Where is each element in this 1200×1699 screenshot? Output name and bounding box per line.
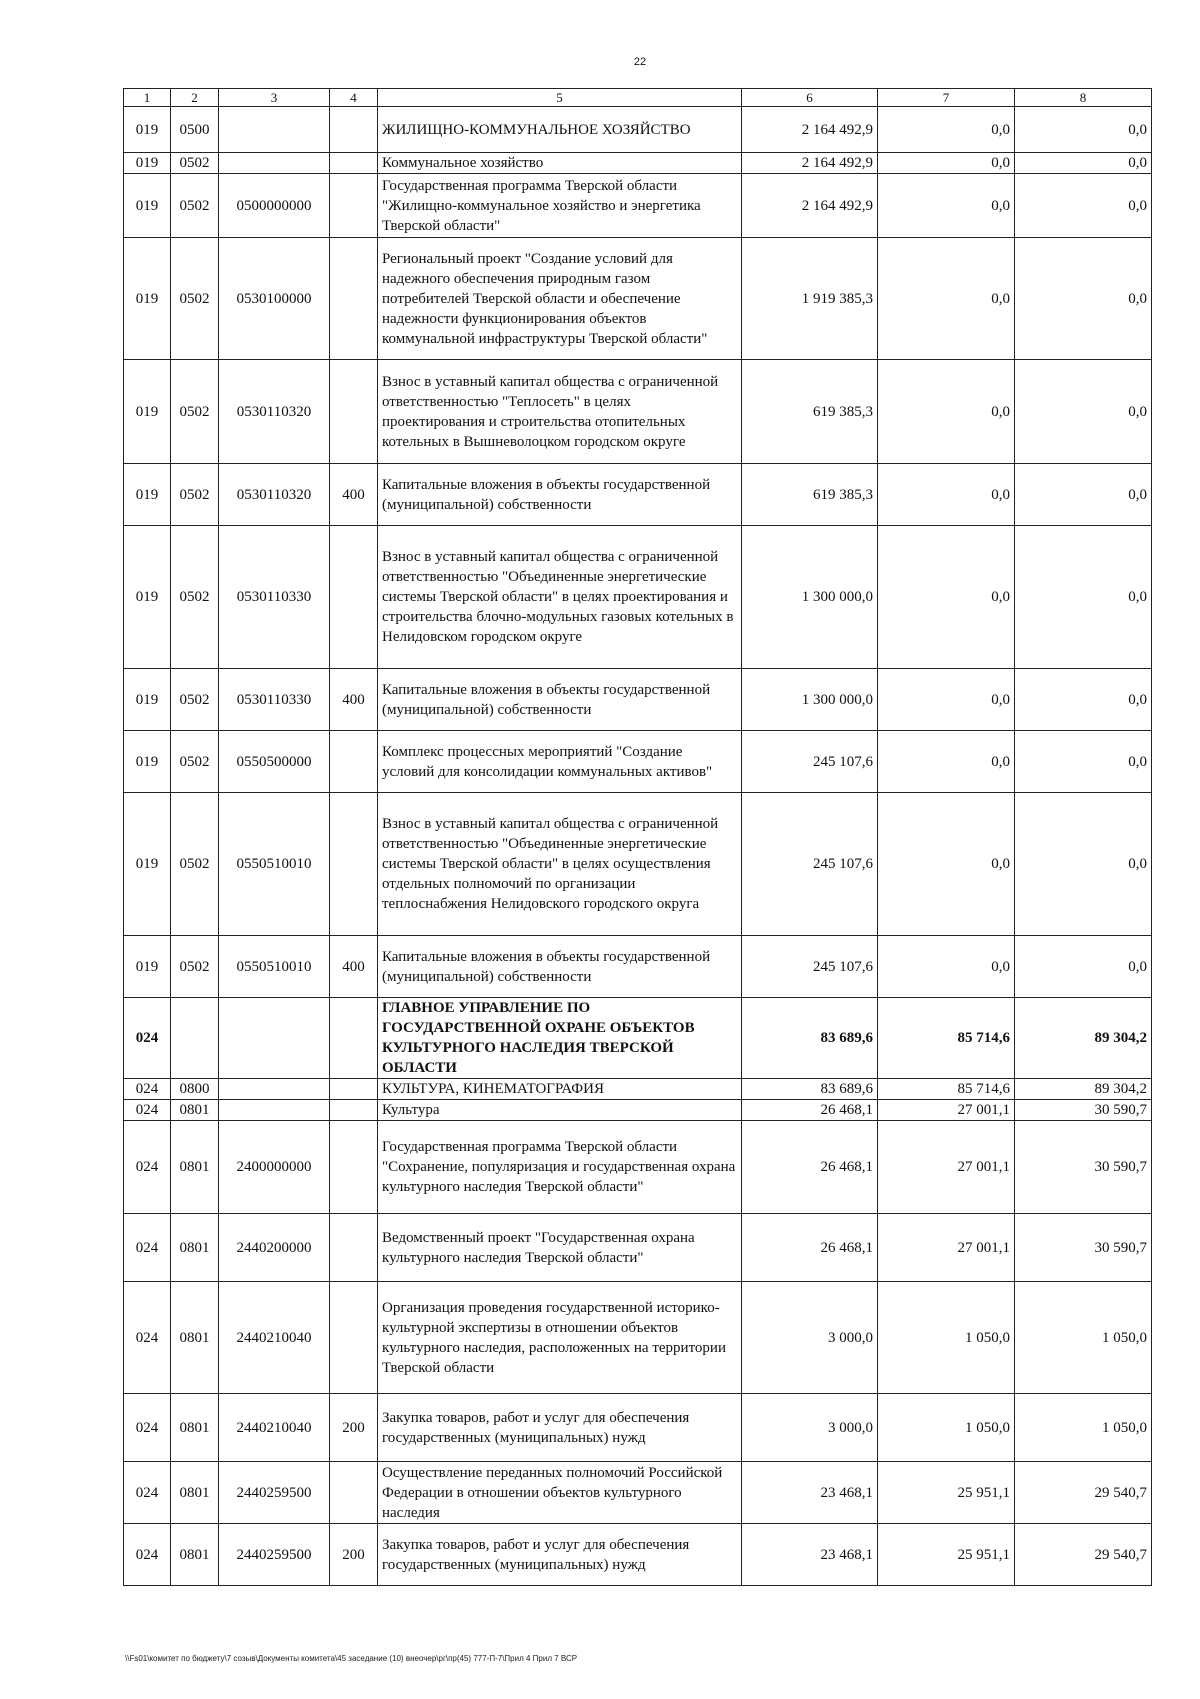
- section-code-cell: 0801: [171, 1214, 219, 1282]
- amount-col7-cell: 0,0: [878, 107, 1015, 153]
- item-name-cell: Ведомственный проект "Государственная охрана культурного наследия Тверской области": [378, 1214, 742, 1282]
- section-code-cell: [171, 998, 219, 1079]
- gl-admin-code-cell: 019: [124, 153, 171, 174]
- amount-col7-cell: 0,0: [878, 238, 1015, 360]
- gl-admin-code-cell: 019: [124, 107, 171, 153]
- target-article-cell: 0500000000: [219, 174, 330, 238]
- expense-type-cell: 400: [330, 936, 378, 998]
- amount-col7-cell: 27 001,1: [878, 1121, 1015, 1214]
- expense-type-cell: [330, 174, 378, 238]
- gl-admin-code-cell: 019: [124, 793, 171, 936]
- expense-type-cell: [330, 998, 378, 1079]
- col-header-6: 6: [742, 89, 878, 107]
- item-name-cell: Закупка товаров, работ и услуг для обеспечения государственных (муниципальных) нужд: [378, 1524, 742, 1586]
- table-row: [124, 731, 1152, 793]
- target-article-cell: 2440259500: [219, 1462, 330, 1524]
- amount-col7-cell: 0,0: [878, 174, 1015, 238]
- amount-col6-cell: 26 468,1: [742, 1100, 878, 1121]
- amount-col6-cell: 83 689,6: [742, 998, 878, 1079]
- amount-col8-cell: 0,0: [1015, 793, 1152, 936]
- section-code-cell: 0801: [171, 1394, 219, 1462]
- gl-admin-code-cell: 024: [124, 1524, 171, 1586]
- target-article-cell: 2440259500: [219, 1524, 330, 1586]
- col-header-3: 3: [219, 89, 330, 107]
- item-name-cell: ГЛАВНОЕ УПРАВЛЕНИЕ ПО ГОСУДАРСТВЕННОЙ ОХРАНЕ ОБЪЕКТОВ КУЛЬТУРНОГО НАСЛЕДИЯ ТВЕРСКОЙ ОБЛАСТИ: [378, 998, 742, 1079]
- amount-col8-cell: 0,0: [1015, 731, 1152, 793]
- col-header-8: 8: [1015, 89, 1152, 107]
- target-article-cell: 0530100000: [219, 238, 330, 360]
- section-code-cell: 0502: [171, 793, 219, 936]
- target-article-cell: 2440210040: [219, 1394, 330, 1462]
- table-row: [124, 107, 1152, 153]
- expense-type-cell: 400: [330, 464, 378, 526]
- table-row: [124, 1121, 1152, 1214]
- item-name-cell: Закупка товаров, работ и услуг для обеспечения государственных (муниципальных) нужд: [378, 1394, 742, 1462]
- amount-col8-cell: 89 304,2: [1015, 998, 1152, 1079]
- table-row: [124, 1214, 1152, 1282]
- amount-col8-cell: 30 590,7: [1015, 1214, 1152, 1282]
- amount-col8-cell: 0,0: [1015, 153, 1152, 174]
- item-name-cell: Капитальные вложения в объекты государственной (муниципальной) собственности: [378, 936, 742, 998]
- gl-admin-code-cell: 024: [124, 998, 171, 1079]
- amount-col7-cell: 0,0: [878, 669, 1015, 731]
- target-article-cell: 2400000000: [219, 1121, 330, 1214]
- item-name-cell: Коммунальное хозяйство: [378, 153, 742, 174]
- section-code-cell: 0801: [171, 1121, 219, 1214]
- amount-col6-cell: 26 468,1: [742, 1214, 878, 1282]
- amount-col8-cell: 1 050,0: [1015, 1394, 1152, 1462]
- amount-col8-cell: 0,0: [1015, 526, 1152, 669]
- table-row: [124, 669, 1152, 731]
- item-name-cell: Взнос в уставный капитал общества с ограниченной ответственностью "Теплосеть" в целях проектирования и строительства отопительных котельных в Вышневолоцком городском округе: [378, 360, 742, 464]
- item-name-cell: ЖИЛИЩНО-КОММУНАЛЬНОЕ ХОЗЯЙСТВО: [378, 107, 742, 153]
- section-code-cell: 0502: [171, 360, 219, 464]
- expense-type-cell: [330, 1462, 378, 1524]
- section-code-cell: 0502: [171, 526, 219, 669]
- section-code-cell: 0502: [171, 936, 219, 998]
- target-article-cell: 0530110330: [219, 669, 330, 731]
- amount-col6-cell: 245 107,6: [742, 793, 878, 936]
- amount-col6-cell: 245 107,6: [742, 936, 878, 998]
- target-article-cell: [219, 1079, 330, 1100]
- item-name-cell: Организация проведения государственной историко-культурной экспертизы в отношении объектов культурного наследия, расположенных на территории Тверской области: [378, 1282, 742, 1394]
- item-name-cell: КУЛЬТУРА, КИНЕМАТОГРАФИЯ: [378, 1079, 742, 1100]
- section-code-cell: 0502: [171, 153, 219, 174]
- amount-col6-cell: 1 919 385,3: [742, 238, 878, 360]
- budget-table: [123, 88, 1152, 1586]
- expense-type-cell: [330, 731, 378, 793]
- gl-admin-code-cell: 019: [124, 731, 171, 793]
- amount-col7-cell: 85 714,6: [878, 998, 1015, 1079]
- expense-type-cell: 200: [330, 1394, 378, 1462]
- section-code-cell: 0800: [171, 1079, 219, 1100]
- amount-col7-cell: 1 050,0: [878, 1282, 1015, 1394]
- amount-col8-cell: 0,0: [1015, 174, 1152, 238]
- amount-col7-cell: 27 001,1: [878, 1100, 1015, 1121]
- section-code-cell: 0801: [171, 1462, 219, 1524]
- table-row: [124, 238, 1152, 360]
- expense-type-cell: [330, 107, 378, 153]
- file-path-footer: \\Fs01\комитет по бюджету\7 созыв\Документы комитета\45 заседание (10) внеочер\рг\пр(45) 777-П-7\Прил 4 Прил 7 ВСР: [125, 1654, 578, 1663]
- amount-col7-cell: 0,0: [878, 464, 1015, 526]
- amount-col6-cell: 245 107,6: [742, 731, 878, 793]
- amount-col8-cell: 0,0: [1015, 238, 1152, 360]
- amount-col8-cell: 1 050,0: [1015, 1282, 1152, 1394]
- gl-admin-code-cell: 024: [124, 1394, 171, 1462]
- amount-col6-cell: 2 164 492,9: [742, 107, 878, 153]
- amount-col6-cell: 3 000,0: [742, 1394, 878, 1462]
- amount-col6-cell: 23 468,1: [742, 1462, 878, 1524]
- target-article-cell: 2440200000: [219, 1214, 330, 1282]
- amount-col8-cell: 0,0: [1015, 360, 1152, 464]
- expense-type-cell: [330, 1079, 378, 1100]
- amount-col8-cell: 29 540,7: [1015, 1524, 1152, 1586]
- table-row: [124, 1282, 1152, 1394]
- gl-admin-code-cell: 024: [124, 1079, 171, 1100]
- col-header-1: 1: [124, 89, 171, 107]
- amount-col8-cell: 0,0: [1015, 669, 1152, 731]
- amount-col7-cell: 27 001,1: [878, 1214, 1015, 1282]
- col-header-5: 5: [378, 89, 742, 107]
- amount-col7-cell: 0,0: [878, 793, 1015, 936]
- target-article-cell: [219, 107, 330, 153]
- amount-col8-cell: 0,0: [1015, 936, 1152, 998]
- col-header-7: 7: [878, 89, 1015, 107]
- amount-col8-cell: 0,0: [1015, 107, 1152, 153]
- table-row: [124, 174, 1152, 238]
- amount-col8-cell: 29 540,7: [1015, 1462, 1152, 1524]
- section-code-cell: 0502: [171, 238, 219, 360]
- expense-type-cell: [330, 1282, 378, 1394]
- table-row: [124, 153, 1152, 174]
- target-article-cell: 0550510010: [219, 936, 330, 998]
- gl-admin-code-cell: 019: [124, 936, 171, 998]
- section-code-cell: 0801: [171, 1100, 219, 1121]
- target-article-cell: [219, 153, 330, 174]
- table-row: [124, 793, 1152, 936]
- amount-col7-cell: 0,0: [878, 360, 1015, 464]
- amount-col7-cell: 1 050,0: [878, 1394, 1015, 1462]
- target-article-cell: 0550510010: [219, 793, 330, 936]
- table-row: [124, 936, 1152, 998]
- section-code-cell: 0500: [171, 107, 219, 153]
- table-row: [124, 526, 1152, 669]
- gl-admin-code-cell: 024: [124, 1282, 171, 1394]
- amount-col6-cell: 619 385,3: [742, 360, 878, 464]
- amount-col6-cell: 2 164 492,9: [742, 174, 878, 238]
- amount-col7-cell: 85 714,6: [878, 1079, 1015, 1100]
- gl-admin-code-cell: 024: [124, 1121, 171, 1214]
- item-name-cell: Взнос в уставный капитал общества с ограниченной ответственностью "Объединенные энергетические системы Тверской области" в целях осуществления отдельных полномочий по организации теплоснабжения Нелидовского городского округа: [378, 793, 742, 936]
- amount-col6-cell: 1 300 000,0: [742, 669, 878, 731]
- table-row: [124, 1100, 1152, 1121]
- gl-admin-code-cell: 019: [124, 669, 171, 731]
- table-row: [124, 360, 1152, 464]
- expense-type-cell: [330, 526, 378, 669]
- amount-col7-cell: 25 951,1: [878, 1524, 1015, 1586]
- table-row: [124, 464, 1152, 526]
- section-code-cell: 0502: [171, 669, 219, 731]
- expense-type-cell: 400: [330, 669, 378, 731]
- amount-col7-cell: 25 951,1: [878, 1462, 1015, 1524]
- expense-type-cell: [330, 153, 378, 174]
- gl-admin-code-cell: 019: [124, 174, 171, 238]
- amount-col7-cell: 0,0: [878, 936, 1015, 998]
- amount-col8-cell: 30 590,7: [1015, 1100, 1152, 1121]
- expense-type-cell: [330, 1121, 378, 1214]
- gl-admin-code-cell: 024: [124, 1100, 171, 1121]
- expense-type-cell: [330, 238, 378, 360]
- section-code-cell: 0801: [171, 1524, 219, 1586]
- amount-col6-cell: 2 164 492,9: [742, 153, 878, 174]
- amount-col6-cell: 3 000,0: [742, 1282, 878, 1394]
- section-code-cell: 0502: [171, 464, 219, 526]
- item-name-cell: Капитальные вложения в объекты государственной (муниципальной) собственности: [378, 464, 742, 526]
- col-header-4: 4: [330, 89, 378, 107]
- expense-type-cell: [330, 1100, 378, 1121]
- gl-admin-code-cell: 019: [124, 464, 171, 526]
- amount-col6-cell: 1 300 000,0: [742, 526, 878, 669]
- target-article-cell: [219, 1100, 330, 1121]
- item-name-cell: Взнос в уставный капитал общества с ограниченной ответственностью "Объединенные энергетические системы Тверской области" в целях проектирования и строительства блочно-модульных газовых котельных в Нелидовском городском округе: [378, 526, 742, 669]
- section-code-cell: 0502: [171, 174, 219, 238]
- amount-col6-cell: 619 385,3: [742, 464, 878, 526]
- gl-admin-code-cell: 019: [124, 238, 171, 360]
- item-name-cell: Региональный проект "Создание условий для надежного обеспечения природным газом потребителей Тверской области и обеспечение надежности функционирования объектов коммунальной инфраструктуры Тверской области": [378, 238, 742, 360]
- gl-admin-code-cell: 019: [124, 360, 171, 464]
- amount-col6-cell: 83 689,6: [742, 1079, 878, 1100]
- item-name-cell: Государственная программа Тверской области "Сохранение, популяризация и государственная охрана культурного наследия Тверской области": [378, 1121, 742, 1214]
- page-number: 22: [633, 56, 647, 68]
- target-article-cell: 0530110320: [219, 464, 330, 526]
- target-article-cell: 0550500000: [219, 731, 330, 793]
- table-row: [124, 1524, 1152, 1586]
- table-row: [124, 1462, 1152, 1524]
- target-article-cell: 0530110320: [219, 360, 330, 464]
- section-code-cell: 0801: [171, 1282, 219, 1394]
- column-number-row: [124, 89, 1152, 107]
- target-article-cell: [219, 998, 330, 1079]
- item-name-cell: Культура: [378, 1100, 742, 1121]
- item-name-cell: Комплекс процессных мероприятий "Создание условий для консолидации коммунальных активов": [378, 731, 742, 793]
- gl-admin-code-cell: 024: [124, 1462, 171, 1524]
- target-article-cell: 0530110330: [219, 526, 330, 669]
- expense-type-cell: 200: [330, 1524, 378, 1586]
- amount-col8-cell: 0,0: [1015, 464, 1152, 526]
- item-name-cell: Осуществление переданных полномочий Российской Федерации в отношении объектов культурного наследия: [378, 1462, 742, 1524]
- amount-col7-cell: 0,0: [878, 526, 1015, 669]
- amount-col7-cell: 0,0: [878, 153, 1015, 174]
- amount-col6-cell: 26 468,1: [742, 1121, 878, 1214]
- col-header-2: 2: [171, 89, 219, 107]
- amount-col7-cell: 0,0: [878, 731, 1015, 793]
- amount-col6-cell: 23 468,1: [742, 1524, 878, 1586]
- table-row: [124, 1079, 1152, 1100]
- table-row: [124, 1394, 1152, 1462]
- expense-type-cell: [330, 1214, 378, 1282]
- gl-admin-code-cell: 024: [124, 1214, 171, 1282]
- gl-admin-code-cell: 019: [124, 526, 171, 669]
- amount-col8-cell: 30 590,7: [1015, 1121, 1152, 1214]
- expense-type-cell: [330, 360, 378, 464]
- item-name-cell: Капитальные вложения в объекты государственной (муниципальной) собственности: [378, 669, 742, 731]
- table-row: [124, 998, 1152, 1079]
- expense-type-cell: [330, 793, 378, 936]
- amount-col8-cell: 89 304,2: [1015, 1079, 1152, 1100]
- target-article-cell: 2440210040: [219, 1282, 330, 1394]
- section-code-cell: 0502: [171, 731, 219, 793]
- item-name-cell: Государственная программа Тверской области "Жилищно-коммунальное хозяйство и энергетика Тверской области": [378, 174, 742, 238]
